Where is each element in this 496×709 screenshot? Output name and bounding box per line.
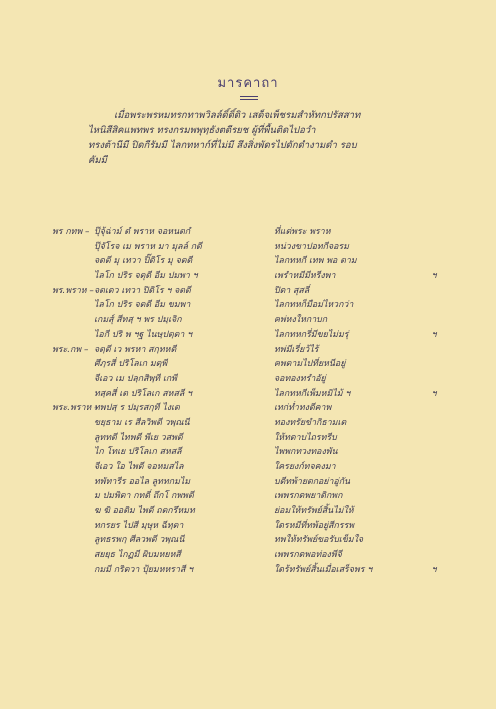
- verse-row: [52, 547, 452, 562]
- verse-thai-translation: ใดรหมีที่ทพ้อยู่สีกรรพ: [274, 520, 355, 531]
- verse-row: [52, 444, 452, 459]
- verse-thai-translation: ฅพตามไปที่ยหนีอยู่: [274, 359, 346, 370]
- verse-thai-translation: จอทองทรำอัยู่: [274, 373, 326, 384]
- verse-pali-text: ทกรยร ไปสี มฺษุห ฉีทฺตา: [94, 520, 184, 531]
- title-divider: [240, 96, 258, 100]
- verse-speaker: พร กทพ –: [52, 227, 90, 237]
- verse-row: [52, 312, 452, 327]
- verse-speaker: พระ.พราห –: [52, 403, 99, 414]
- verse-end-mark: ฯ: [431, 388, 437, 399]
- verse-pali-text: ม ปมพิตา กทดี่ ถึกโ กพพตี: [94, 491, 194, 502]
- verse-pali-text: ลูททตี ไทพตี พีเย วสพตี: [94, 432, 183, 443]
- verse-thai-translation: เทก่ท่ำทงดีคาพ: [274, 403, 332, 414]
- verse-thai-translation: ปิดา สุสลี่: [274, 285, 310, 296]
- intro-line: ไหนิสีสิคแพทพร ทรงกรมพพุทฺธังตดีรยช ผู้ที่พื้นติดไปอวำ: [88, 125, 316, 136]
- verse-end-mark: ฯ: [431, 271, 437, 282]
- verse-row: [52, 488, 452, 503]
- verse-thai-translation: หน่วงขาปอทกีจอรม: [274, 241, 349, 252]
- verse-thai-translation: ไลกทหกรี่มีขยไม่มรุ่: [274, 329, 349, 340]
- intro-paragraph: [88, 108, 418, 168]
- verse-pali-text: ฆ ฆิ ออติม ไพตี ถตกรึหมท: [94, 506, 195, 517]
- verse-row: [52, 342, 452, 357]
- verse-thai-translation: ไพพกทวงทองพัน: [274, 447, 338, 458]
- verse-row: [52, 459, 452, 474]
- verse-pali-text: ปุ๊จุ้ฉ่าม์ ตํ พราห จอหนตกํ: [94, 227, 191, 237]
- verse-row: [52, 356, 452, 371]
- verse-row: [52, 474, 452, 489]
- verse-pali-text: จีเอว เม ปลฺกสิพฺที เกพี: [94, 373, 177, 384]
- verse-speaker: พร.พราห –: [52, 285, 94, 296]
- verse-pali-text: ทพปสฺ ร ปมฺรสกฺที ไงเต: [94, 403, 180, 414]
- verse-thai-translation: ให้ทดาบไถรทรีบ: [274, 432, 337, 443]
- verse-row: [52, 400, 452, 415]
- verse-pali-text: ทพัทารีร ออไล ลูททกมไม: [94, 476, 191, 487]
- verse-thai-translation: ย่อมให้ทรัพย์สิ้นไม่ให้: [274, 506, 354, 517]
- verse-thai-translation: เพพรกดพยาดิกพก: [274, 491, 343, 502]
- verse-thai-translation: ฅพ่หงใหกาบก: [274, 315, 328, 326]
- verse-pali-text: ศึภฺรสี่ ปริโลเก มตฺพี: [94, 359, 168, 370]
- page-title: มารคาถา: [217, 76, 279, 91]
- verse-row: [52, 430, 452, 445]
- verse-row: [52, 562, 452, 577]
- verse-pali-text: สยยฺธ ไกฏมี ผิบมหยหสี: [94, 550, 181, 561]
- verse-pali-text: จดตี มุ เทวา ปิ๊ดิโร มุ จตดี: [94, 256, 193, 267]
- intro-line: คัมมี: [88, 155, 107, 166]
- verse-row: [52, 518, 452, 533]
- verse-thai-translation: ไลกทหกีเพ็มหมิไม้ ฯ: [274, 388, 351, 399]
- verse-row: [52, 371, 452, 386]
- verse-row: [52, 532, 452, 547]
- verse-thai-translation: เพพรกดพอท่องพีจี: [274, 550, 342, 561]
- verse-row: [52, 415, 452, 430]
- verse-thai-translation: ไลกทหก็มือม่ไหวกว่า: [274, 300, 354, 311]
- verse-pali-text: ปุ๊จัโรจ เม พราห มา มุลล์ กดี: [94, 241, 202, 252]
- intro-line: ทรงต้านีมี ปิดกีรัมมี ไลกทหาก์ที่ไม่มี สึงสิ่งพัดรไปดักดำงามดำ รอบ: [88, 140, 357, 151]
- verse-row: [52, 503, 452, 518]
- intro-line: เมื่อพระพรหมทรกทาพวิลล์ดิ์ดิ์ดิว เสด็จเพ็ชรมสำหัทกปรัสสาท: [114, 110, 361, 121]
- verse-end-mark: ฯ: [431, 564, 437, 575]
- verse-thai-translation: ไลกทหกี เทพ พอ ตาม: [274, 256, 357, 267]
- verse-row: [52, 386, 452, 401]
- verse-pali-text: ทสฺคสี่ เต ปริโลเก สหสลี ฯ: [94, 388, 192, 399]
- verse-thai-translation: เพรำหมีมีหรีงพา: [274, 271, 336, 282]
- verse-pali-text: ไอกี ปริ พ ฯฐ ไนษฺปตฺตา ฯ: [94, 329, 193, 340]
- verse-row: [52, 253, 452, 268]
- verse-row: [52, 239, 452, 254]
- verse-pali-text: ไลโก ปริร จตดี อีม ขมพา: [94, 300, 191, 311]
- verse-row: [52, 268, 452, 283]
- verse-row: [52, 327, 452, 342]
- verse-pali-text: จตเดว เทวา ปิดิโร ฯ จตดี: [94, 285, 191, 296]
- verse-thai-translation: ทพ่มีเรี่ยว้ไร้: [274, 344, 319, 355]
- verse-pali-text: ลูทธรพกฺ ศีลวพตี วพฺณนี: [94, 535, 185, 546]
- verse-thai-translation: ใครยงก์ทจคงมา: [274, 462, 336, 472]
- verse-pali-text: จตฺตี เว พรหา สกฺทหตี: [94, 344, 177, 355]
- verse-row: [52, 297, 452, 312]
- verse-pali-text: ไลโก ปริร จตุดี อีม ปมพา ฯ: [94, 271, 198, 282]
- verse-pali-text: เกมสุ์ สีทสฺ ฯ พร ปมฺเจิก: [94, 315, 182, 326]
- verse-end-mark: ฯ: [431, 329, 437, 340]
- verse-pali-text: ขยฺธาม เร สีลวิพตี วพฺณนี: [94, 417, 190, 428]
- verse-thai-translation: ที่แต่พระ พราห: [274, 227, 331, 237]
- verse-row: [52, 224, 452, 239]
- verse-pali-text: ไก โทเย ปริโลเก สหสลี: [94, 447, 182, 458]
- verse-thai-translation: ทองทรัยขำกิธามเต: [274, 417, 347, 428]
- verse-thai-translation: ทพให้ทรัพย์ขอรับเข็มใจ: [274, 535, 364, 546]
- verse-speaker: พระ.กพ –: [52, 344, 89, 355]
- verse-thai-translation: บดีทพ้ายตกอย่าอู่กัน: [274, 476, 351, 487]
- verse-pali-text: กมมี กริตวา ปุ้ยมหหราสี ฯ: [94, 564, 194, 575]
- verse-row: [52, 283, 452, 298]
- verse-pali-text: จีเอว ใอ ไพตี จอหมสไล: [94, 462, 184, 472]
- verse-list: [52, 224, 452, 577]
- verse-thai-translation: ใดร้ทรัพย์สิ้นเมื่อเสร็จพร ฯ: [274, 564, 373, 575]
